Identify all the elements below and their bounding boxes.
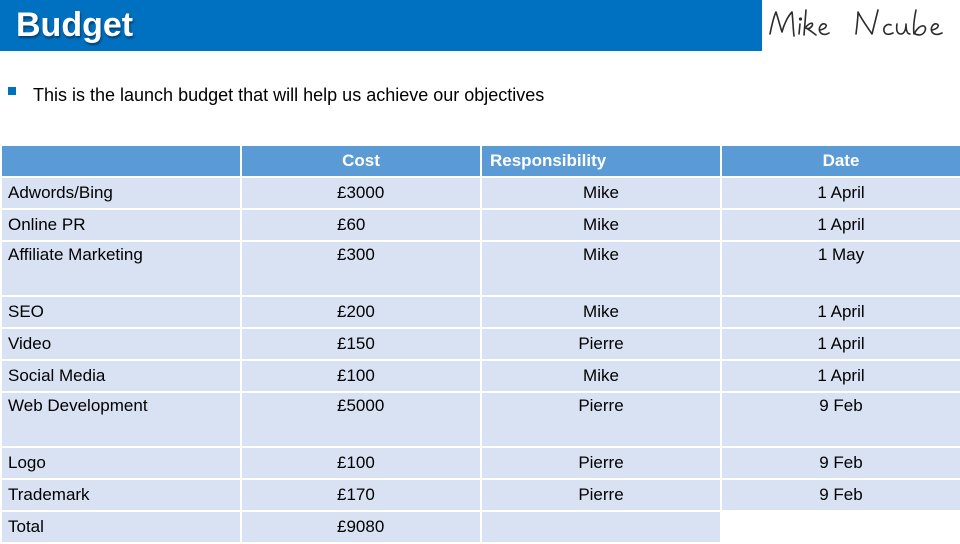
row-responsibility: Pierre (481, 479, 721, 511)
row-date: 1 April (721, 296, 960, 328)
row-date: 1 April (721, 177, 960, 209)
row-date: 9 Feb (721, 479, 960, 511)
table-row (1, 209, 960, 241)
row-responsibility: Pierre (481, 328, 721, 360)
row-item: Trademark (1, 479, 241, 511)
row-responsibility: Mike (481, 360, 721, 392)
table-row (1, 479, 960, 511)
table-header-row (1, 145, 960, 177)
row-responsibility: Pierre (481, 447, 721, 479)
table-row (1, 392, 960, 447)
row-cost: £150 (241, 328, 481, 360)
row-cost: £170 (241, 479, 481, 511)
budget-table (0, 144, 960, 544)
table-row (1, 296, 960, 328)
row-item: Affiliate Marketing (1, 241, 241, 296)
row-responsibility: Mike (481, 209, 721, 241)
row-responsibility: Pierre (481, 392, 721, 447)
square-bullet-icon (8, 87, 16, 95)
table-row (1, 241, 960, 296)
row-date: 1 April (721, 360, 960, 392)
total-label: Total (1, 511, 241, 543)
table-row (1, 360, 960, 392)
row-cost: £100 (241, 447, 481, 479)
table-row (1, 328, 960, 360)
bullet-point (8, 83, 544, 107)
row-cost: £300 (241, 241, 481, 296)
table-row (1, 177, 960, 209)
header-cost: Cost (241, 145, 481, 177)
mike-ncube-logo (762, 0, 960, 51)
row-date: 1 May (721, 241, 960, 296)
row-item: Adwords/Bing (1, 177, 241, 209)
row-item: SEO (1, 296, 241, 328)
header-responsibility: Responsibility (481, 145, 721, 177)
total-outside-cell (721, 511, 960, 543)
row-item: Online PR (1, 209, 241, 241)
bullet-text: This is the launch budget that will help us achieve our objectives (33, 84, 545, 105)
row-cost: £200 (241, 296, 481, 328)
header-item (1, 145, 241, 177)
row-cost: £3000 (241, 177, 481, 209)
row-date: 1 April (721, 209, 960, 241)
header-date: Date (721, 145, 960, 177)
signature-logo-icon (762, 0, 960, 51)
row-item: Logo (1, 447, 241, 479)
row-item: Social Media (1, 360, 241, 392)
row-responsibility: Mike (481, 177, 721, 209)
row-date: 9 Feb (721, 447, 960, 479)
table-row (1, 447, 960, 479)
row-item: Video (1, 328, 241, 360)
row-date: 1 April (721, 328, 960, 360)
row-cost: £5000 (241, 392, 481, 447)
total-empty-cell (481, 511, 721, 543)
slide-title: Budget (16, 6, 134, 44)
total-row (1, 511, 960, 543)
row-responsibility: Mike (481, 296, 721, 328)
total-cost: £9080 (241, 511, 481, 543)
row-responsibility: Mike (481, 241, 721, 296)
title-bar (0, 0, 762, 51)
row-date: 9 Feb (721, 392, 960, 447)
row-cost: £100 (241, 360, 481, 392)
row-item: Web Development (1, 392, 241, 447)
row-cost: £60 (241, 209, 481, 241)
